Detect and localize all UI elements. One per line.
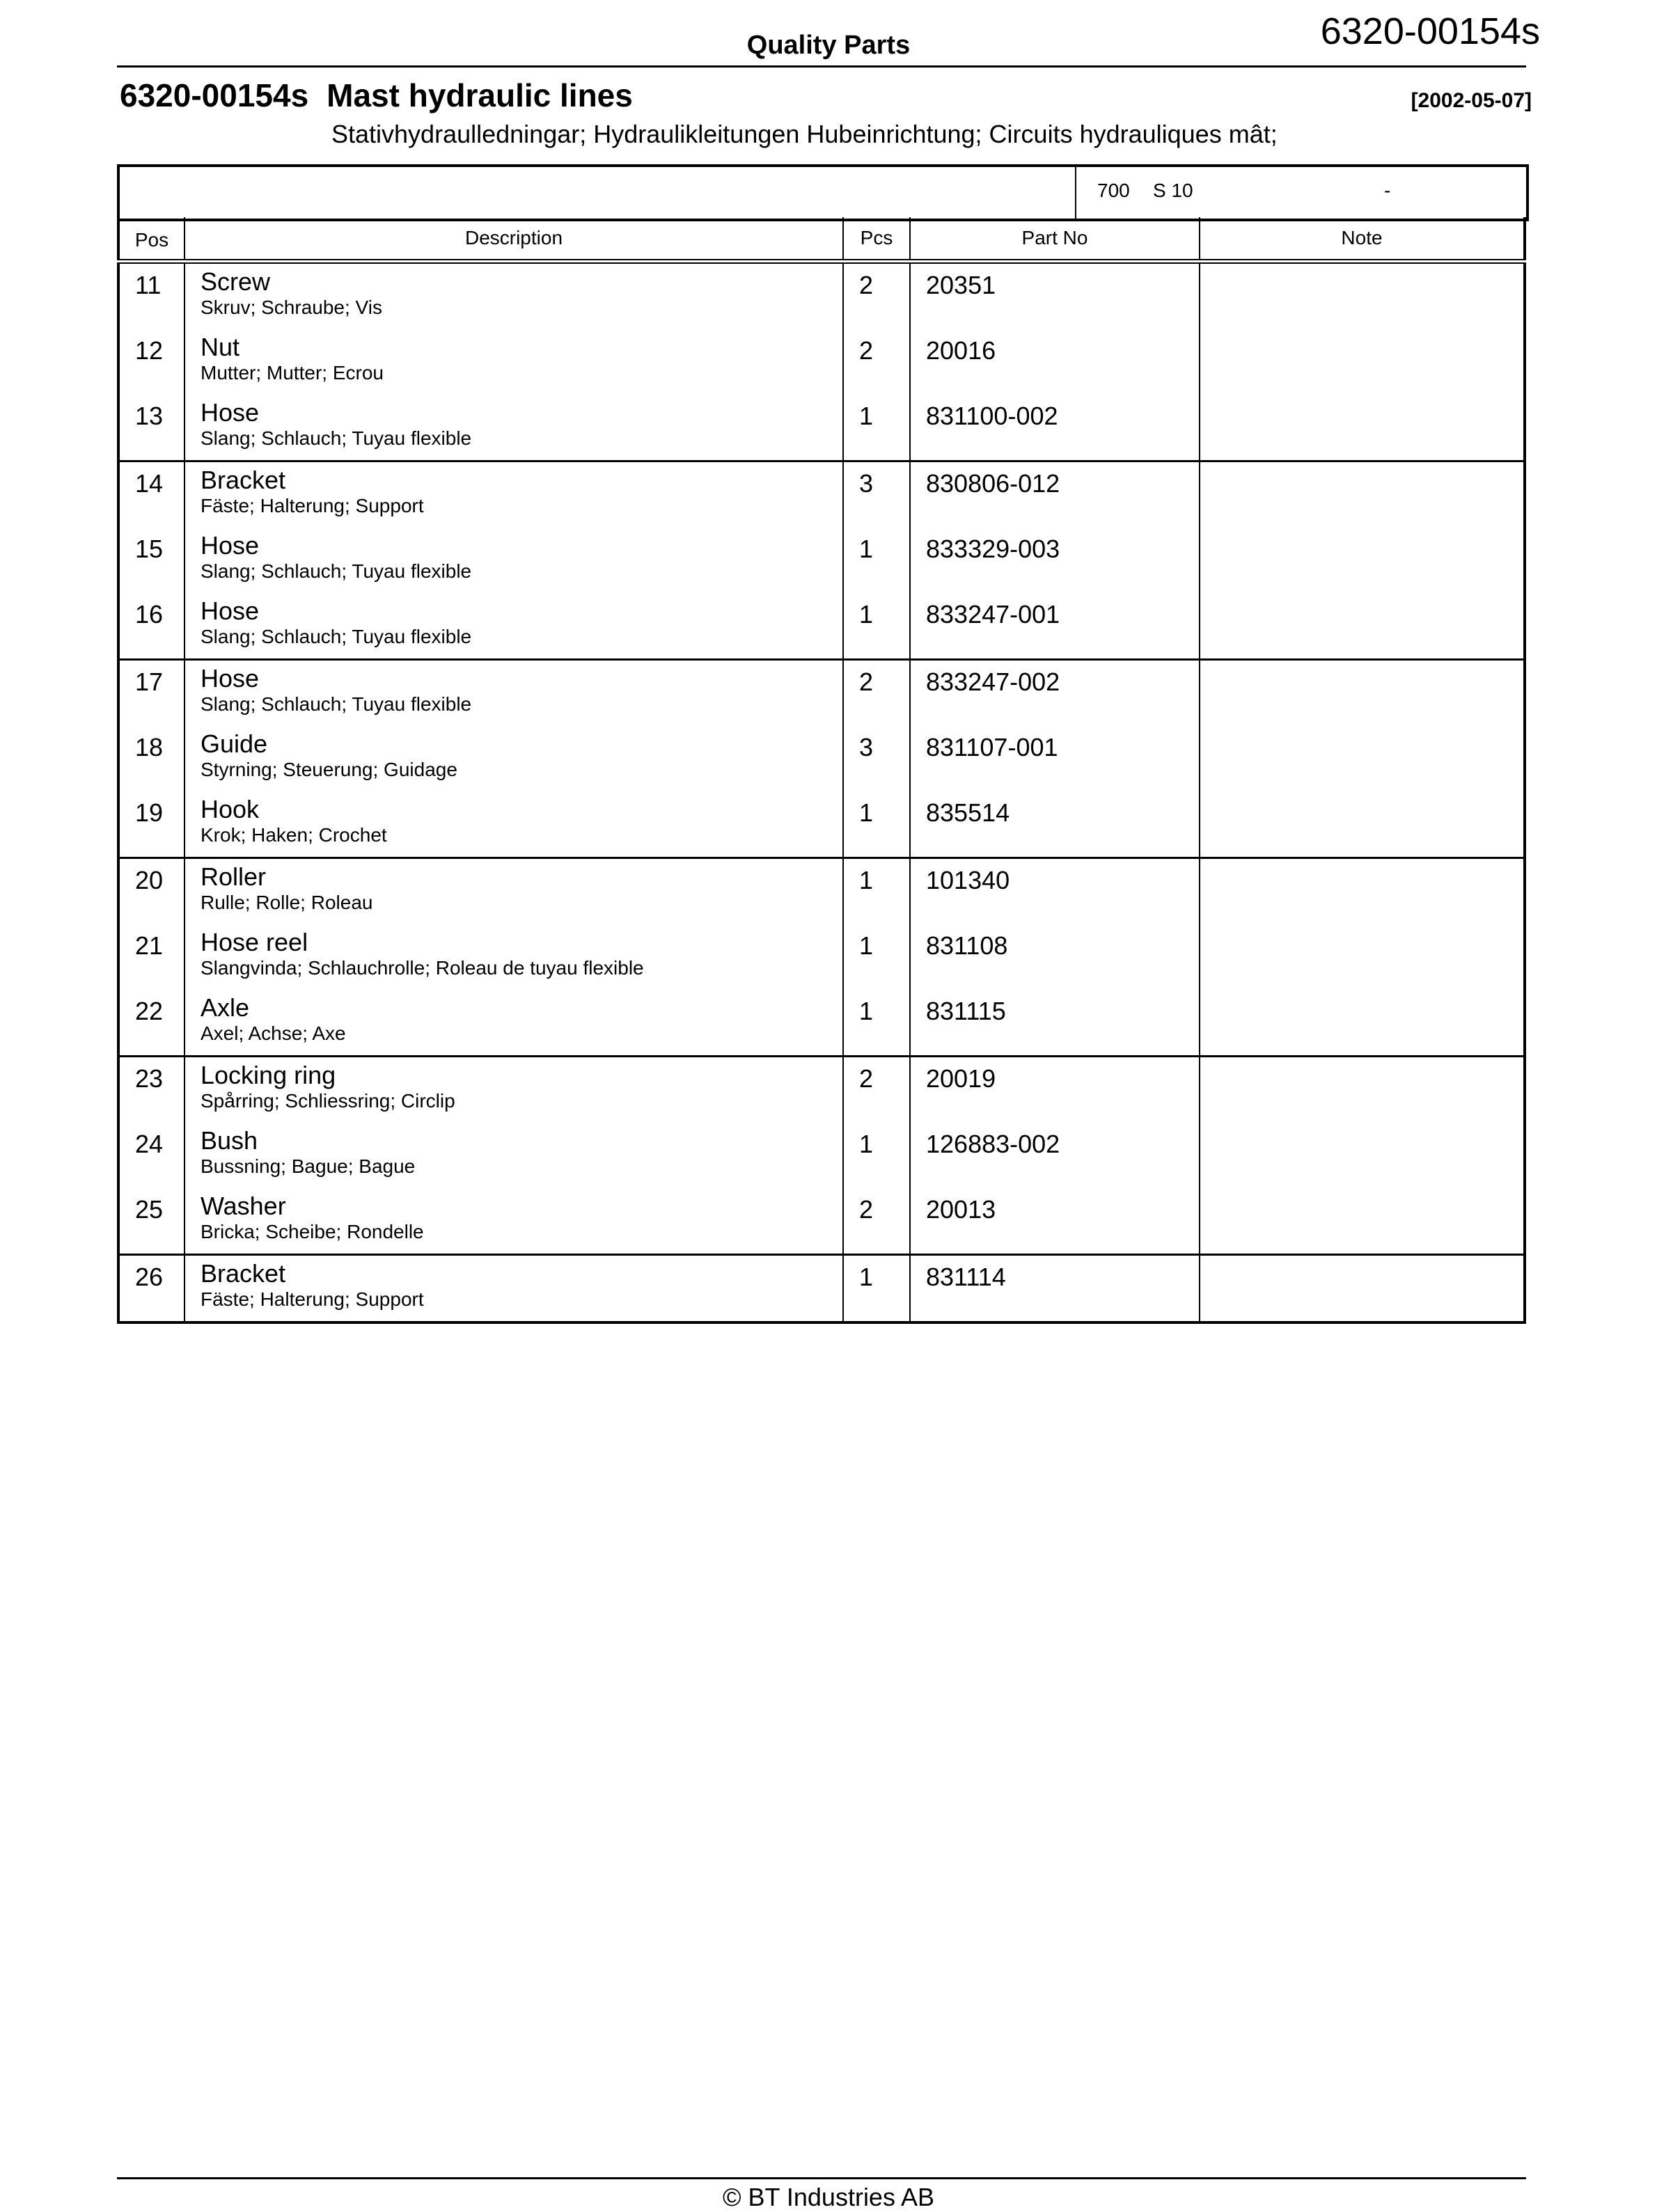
row-pos (118, 1188, 184, 1255)
table-header-row (118, 217, 1525, 262)
row-pcs-value: 1 (859, 997, 874, 1025)
row-note (1200, 726, 1525, 791)
row-description-name: Hose (201, 531, 260, 560)
row-description (184, 461, 843, 528)
row-pcs (843, 593, 910, 660)
table-row (118, 461, 1525, 528)
table-row (118, 262, 1525, 330)
row-part-no (910, 1255, 1200, 1323)
row-part-no-value: 833329-003 (926, 535, 1060, 563)
model-separator (1075, 167, 1076, 219)
header-divider (117, 65, 1526, 68)
header-title: Quality Parts (746, 31, 911, 60)
row-pos (118, 726, 184, 791)
table-row (118, 1057, 1525, 1123)
row-part-no-value: 831114 (926, 1263, 1006, 1291)
row-description-name: Bracket (201, 1259, 286, 1288)
row-pos-value: 20 (135, 866, 164, 894)
table-row (118, 858, 1525, 925)
col-header-part-no: Part No (910, 217, 1200, 262)
row-pcs-value: 1 (859, 535, 874, 563)
row-description-name: Guide (201, 729, 268, 758)
row-part-no-value: 833247-002 (926, 667, 1060, 696)
row-description-translations: Axel; Achse; Axe (201, 1022, 346, 1044)
row-pos (118, 1123, 184, 1188)
row-pcs (843, 1255, 910, 1323)
row-part-no (910, 990, 1200, 1057)
model-number: 700 (1097, 180, 1130, 201)
row-description-translations: Styrning; Steuerung; Guidage (201, 759, 457, 780)
row-description-translations: Krok; Haken; Crochet (201, 824, 387, 846)
table-row (118, 726, 1525, 791)
row-pos (118, 528, 184, 593)
table-row (118, 329, 1525, 395)
row-note (1200, 1188, 1525, 1255)
row-description (184, 924, 843, 990)
parts-table-body (118, 262, 1525, 1323)
row-description (184, 1057, 843, 1123)
row-pos-value: 18 (135, 733, 164, 761)
row-pos (118, 593, 184, 660)
row-description-name: Hose (201, 597, 260, 625)
row-part-no (910, 528, 1200, 593)
row-note (1200, 461, 1525, 528)
row-note (1200, 990, 1525, 1057)
row-pcs-value: 1 (859, 866, 874, 894)
row-part-no-value: 831108 (926, 931, 1008, 960)
row-pos-value: 21 (135, 931, 164, 960)
row-note (1200, 1123, 1525, 1188)
row-description (184, 660, 843, 727)
row-description-translations: Slang; Schlauch; Tuyau flexible (201, 693, 472, 715)
row-pos-value: 15 (135, 535, 164, 563)
row-pcs-value: 1 (859, 600, 874, 629)
row-pos-value: 13 (135, 402, 164, 430)
col-header-pcs: Pcs (843, 217, 910, 262)
row-description-translations: Rulle; Rolle; Roleau (201, 892, 373, 913)
row-pcs-value: 1 (859, 1130, 874, 1158)
row-part-no (910, 726, 1200, 791)
row-pos (118, 660, 184, 727)
row-pcs (843, 1188, 910, 1255)
row-pcs-value: 3 (859, 733, 874, 761)
row-pcs-value: 1 (859, 931, 874, 960)
model-series: S 10 (1153, 180, 1193, 201)
row-pos-value: 17 (135, 667, 164, 696)
row-description (184, 1123, 843, 1188)
row-note (1200, 1057, 1525, 1123)
row-description-name: Hose (201, 398, 260, 427)
row-part-no (910, 593, 1200, 660)
page-title (120, 77, 633, 114)
row-description-translations: Slangvinda; Schlauchrolle; Roleau de tuyau flexible (201, 957, 644, 979)
row-pos-value: 12 (135, 336, 164, 365)
row-pos (118, 262, 184, 330)
footer-divider (117, 2177, 1526, 2179)
row-part-no-value: 831107-001 (926, 733, 1058, 761)
row-pos-value: 19 (135, 798, 164, 827)
row-pcs-value: 2 (859, 1064, 874, 1093)
row-description-name: Hook (201, 795, 260, 823)
row-description (184, 791, 843, 858)
table-row (118, 395, 1525, 461)
row-part-no-value: 20351 (926, 271, 996, 299)
row-description-name: Screw (201, 267, 271, 296)
row-part-no (910, 858, 1200, 925)
row-pcs (843, 990, 910, 1057)
row-note (1200, 791, 1525, 858)
model-box (117, 164, 1529, 221)
row-note (1200, 329, 1525, 395)
row-pcs (843, 1057, 910, 1123)
row-description (184, 990, 843, 1057)
row-part-no-value: 101340 (926, 866, 1010, 894)
row-part-no-value: 20013 (926, 1195, 996, 1224)
row-pcs (843, 791, 910, 858)
footer-copyright: © BT Industries AB (723, 2183, 934, 2211)
table-row (118, 1255, 1525, 1323)
row-description-translations: Slang; Schlauch; Tuyau flexible (201, 626, 472, 647)
table-row (118, 1123, 1525, 1188)
row-pos (118, 858, 184, 925)
row-pos-value: 22 (135, 997, 164, 1025)
row-part-no (910, 262, 1200, 330)
row-pos (118, 1057, 184, 1123)
row-pcs (843, 924, 910, 990)
row-description-name: Hose reel (201, 928, 308, 956)
title-name: Mast hydraulic lines (327, 77, 633, 113)
row-note (1200, 262, 1525, 330)
row-pos (118, 924, 184, 990)
row-pcs-value: 2 (859, 336, 874, 365)
table-row (118, 1188, 1525, 1255)
row-description (184, 262, 843, 330)
row-pos-value: 23 (135, 1064, 164, 1093)
row-part-no (910, 660, 1200, 727)
row-pcs-value: 1 (859, 1263, 874, 1291)
row-pcs (843, 528, 910, 593)
col-header-note: Note (1200, 217, 1525, 262)
row-pcs (843, 858, 910, 925)
row-description (184, 593, 843, 660)
row-part-no (910, 791, 1200, 858)
row-pcs (843, 262, 910, 330)
row-pos (118, 461, 184, 528)
row-pos-value: 16 (135, 600, 164, 629)
row-description-name: Bush (201, 1126, 258, 1155)
row-part-no-value: 830806-012 (926, 469, 1060, 498)
row-pos-value: 24 (135, 1130, 164, 1158)
row-note (1200, 660, 1525, 727)
row-description (184, 858, 843, 925)
row-part-no-value: 833247-001 (926, 600, 1060, 629)
col-header-description: Description (184, 217, 843, 262)
header-doc-number: 6320-00154s (1320, 10, 1540, 52)
row-pos-value: 25 (135, 1195, 164, 1224)
row-part-no-value: 20019 (926, 1064, 996, 1093)
row-description-translations: Slang; Schlauch; Tuyau flexible (201, 560, 472, 582)
row-part-no-value: 835514 (926, 798, 1010, 827)
row-pcs-value: 3 (859, 469, 874, 498)
row-part-no (910, 1057, 1200, 1123)
row-pos (118, 990, 184, 1057)
row-part-no (910, 461, 1200, 528)
row-description-translations: Bricka; Scheibe; Rondelle (201, 1221, 424, 1242)
row-pos (118, 1255, 184, 1323)
row-description-name: Axle (201, 993, 250, 1022)
row-part-no-value: 831115 (926, 997, 1006, 1025)
model-dash: - (1384, 180, 1391, 201)
row-pcs (843, 1123, 910, 1188)
table-row (118, 924, 1525, 990)
row-part-no (910, 395, 1200, 461)
row-part-no (910, 924, 1200, 990)
row-description-translations: Skruv; Schraube; Vis (201, 297, 382, 318)
col-header-pos: Pos (118, 217, 184, 262)
row-pos (118, 791, 184, 858)
row-description (184, 1188, 843, 1255)
row-description-name: Nut (201, 333, 240, 361)
row-pcs (843, 726, 910, 791)
row-description-translations: Mutter; Mutter; Ecrou (201, 362, 384, 384)
row-pcs (843, 461, 910, 528)
row-pcs-value: 2 (859, 1195, 874, 1224)
row-description (184, 1255, 843, 1323)
row-pcs-value: 2 (859, 667, 874, 696)
row-part-no-value: 126883-002 (926, 1130, 1060, 1158)
parts-table (117, 217, 1526, 1324)
row-note (1200, 858, 1525, 925)
row-pcs (843, 660, 910, 727)
title-code: 6320-00154s (120, 77, 309, 113)
table-row (118, 791, 1525, 858)
row-pos-value: 14 (135, 469, 164, 498)
row-pcs-value: 1 (859, 798, 874, 827)
row-description-name: Roller (201, 862, 267, 891)
row-pcs-value: 1 (859, 402, 874, 430)
row-description-translations: Spårring; Schliessring; Circlip (201, 1090, 455, 1112)
row-description-translations: Fäste; Halterung; Support (201, 495, 424, 516)
table-row (118, 990, 1525, 1057)
row-description (184, 395, 843, 461)
row-pos (118, 329, 184, 395)
row-note (1200, 1255, 1525, 1323)
title-subtitle: Stativhydraulledningar; Hydraulikleitungen Hubeinrichtung; Circuits hydrauliques mât; (331, 120, 1278, 148)
row-part-no-value: 831100-002 (926, 402, 1058, 430)
row-description-name: Bracket (201, 466, 286, 494)
row-part-no (910, 329, 1200, 395)
row-description (184, 329, 843, 395)
row-description-translations: Slang; Schlauch; Tuyau flexible (201, 427, 472, 449)
row-note (1200, 528, 1525, 593)
row-description (184, 528, 843, 593)
row-pos-value: 11 (135, 271, 162, 299)
table-row (118, 528, 1525, 593)
row-pos (118, 395, 184, 461)
title-date: [2002-05-07] (1411, 89, 1532, 112)
row-pos-value: 26 (135, 1263, 164, 1291)
row-pcs (843, 329, 910, 395)
row-part-no (910, 1188, 1200, 1255)
row-description-translations: Bussning; Bague; Bague (201, 1155, 416, 1177)
row-note (1200, 395, 1525, 461)
row-description (184, 726, 843, 791)
row-description-name: Hose (201, 664, 260, 693)
row-description-name: Locking ring (201, 1061, 336, 1089)
row-description-name: Washer (201, 1192, 286, 1220)
row-pcs (843, 395, 910, 461)
table-row (118, 593, 1525, 660)
row-note (1200, 924, 1525, 990)
row-description-translations: Fäste; Halterung; Support (201, 1288, 424, 1310)
row-part-no-value: 20016 (926, 336, 996, 365)
table-row (118, 660, 1525, 727)
row-pcs-value: 2 (859, 271, 874, 299)
row-note (1200, 593, 1525, 660)
row-part-no (910, 1123, 1200, 1188)
